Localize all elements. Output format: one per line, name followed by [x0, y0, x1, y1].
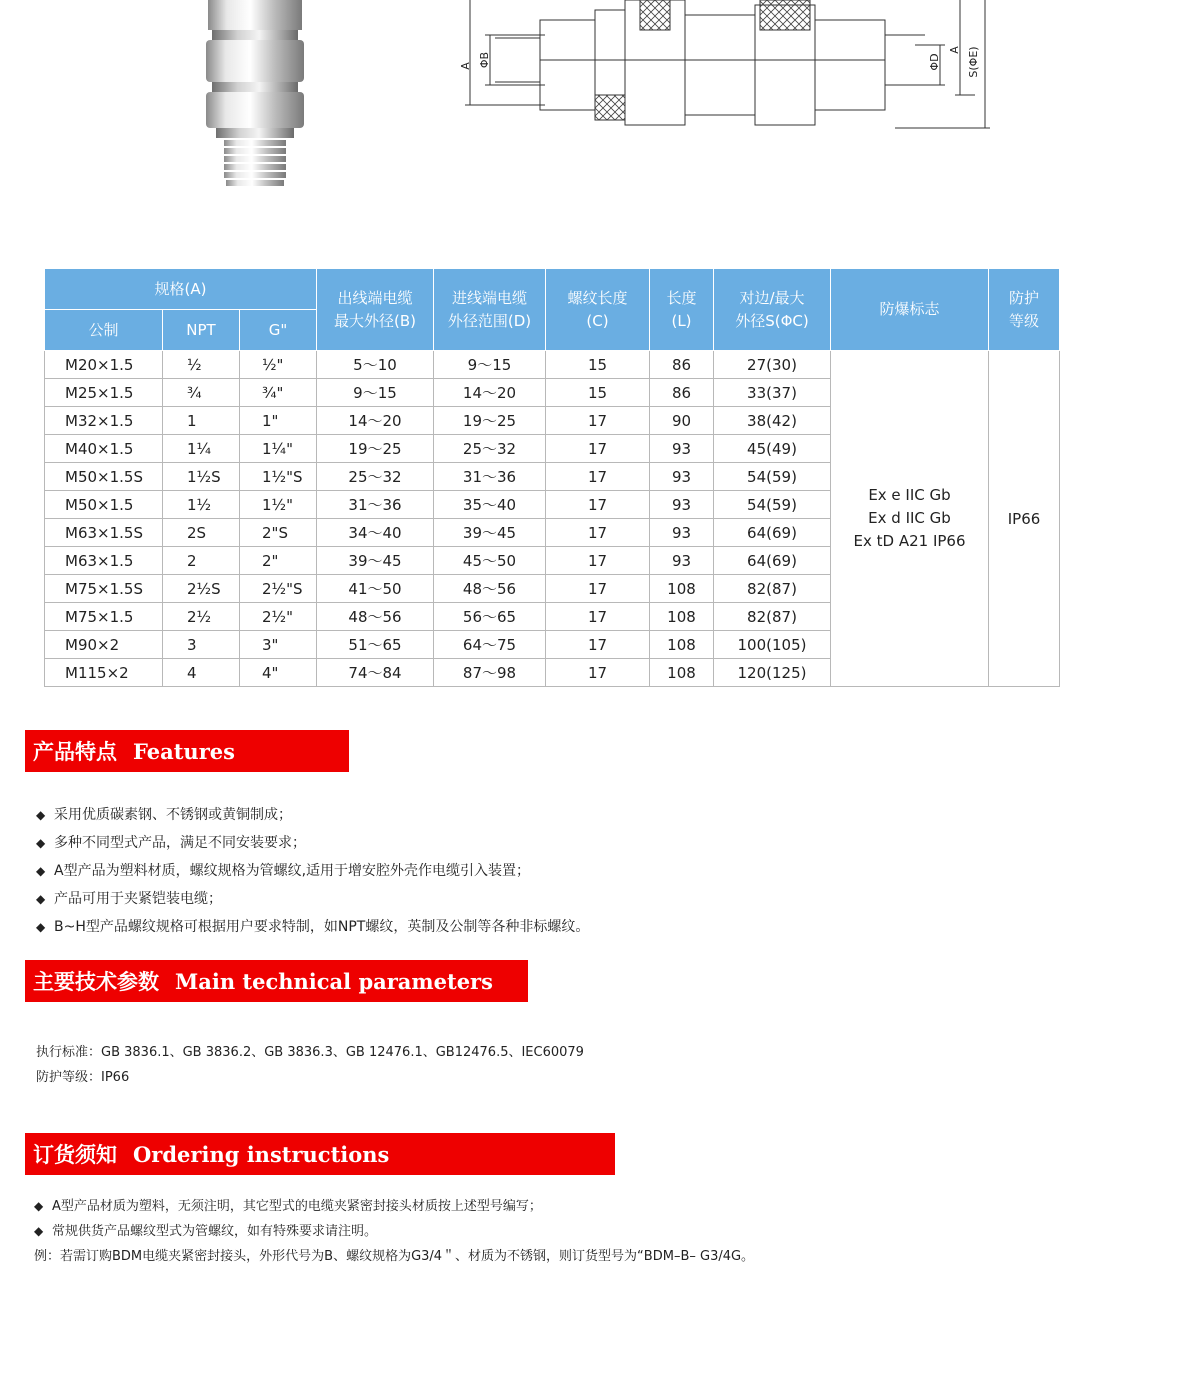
cell-npt: 1½ — [163, 491, 240, 519]
cell-length: 93 — [650, 491, 714, 519]
cell-inlet: 14～20 — [434, 379, 546, 407]
list-item: ◆ B~H型产品螺纹规格可根据用户要求特制，如NPT螺纹，英制及公制等各种非标螺纹。 — [36, 919, 590, 935]
cell-across: 38(42) — [714, 407, 831, 435]
header-outlet: 出线端电缆 最大外径(B) — [317, 269, 434, 351]
cell-g: 2½" — [240, 603, 317, 631]
list-item: ◆ A型产品为塑料材质，螺纹规格为管螺纹,适用于增安腔外壳作电缆引入装置； — [36, 863, 531, 879]
cell-inlet: 9～15 — [434, 351, 546, 379]
cell-inlet: 35～40 — [434, 491, 546, 519]
params-title-en: Main technical parameters — [175, 968, 493, 994]
cell-length: 90 — [650, 407, 714, 435]
cell-length: 93 — [650, 435, 714, 463]
cell-g: 1½"S — [240, 463, 317, 491]
cell-outlet: 9～15 — [317, 379, 434, 407]
cell-across: 45(49) — [714, 435, 831, 463]
cell-outlet: 19～25 — [317, 435, 434, 463]
cell-outlet: 25～32 — [317, 463, 434, 491]
cell-g: 2" — [240, 547, 317, 575]
header-across: 对边/最大 外径S(ΦC) — [714, 269, 831, 351]
cell-across: 82(87) — [714, 603, 831, 631]
cell-outlet: 39～45 — [317, 547, 434, 575]
cell-outlet: 34～40 — [317, 519, 434, 547]
cell-npt: 4 — [163, 659, 240, 687]
ex-mark-line: Ex tD A21 IP66 — [853, 532, 966, 550]
cell-thread: 17 — [546, 407, 650, 435]
cell-length: 108 — [650, 575, 714, 603]
cell-thread: 17 — [546, 659, 650, 687]
cell-across: 27(30) — [714, 351, 831, 379]
cell-inlet: 31～36 — [434, 463, 546, 491]
cell-metric: M115×2 — [45, 659, 163, 687]
header-inlet: 进线端电缆 外径范围(D) — [434, 269, 546, 351]
cell-across: 64(69) — [714, 547, 831, 575]
cell-metric: M50×1.5S — [45, 463, 163, 491]
cell-thread: 17 — [546, 435, 650, 463]
cell-thread: 17 — [546, 491, 650, 519]
cell-outlet: 74～84 — [317, 659, 434, 687]
cell-ip: IP66 — [989, 351, 1060, 687]
cell-across: 54(59) — [714, 491, 831, 519]
table-row — [45, 351, 1060, 379]
list-item: ◆ 常规供货产品螺纹型式为管螺纹，如有特殊要求请注明。 — [34, 1224, 378, 1239]
list-item: ◆ 多种不同型式产品，满足不同安装要求； — [36, 835, 306, 851]
cell-g: ¾" — [240, 379, 317, 407]
cell-length: 93 — [650, 463, 714, 491]
header-ex-mark: 防爆标志 — [831, 269, 989, 351]
cell-npt: 1¼ — [163, 435, 240, 463]
cell-across: 82(87) — [714, 575, 831, 603]
cell-across: 33(37) — [714, 379, 831, 407]
header-metric: 公制 — [45, 310, 163, 351]
cell-thread: 15 — [546, 351, 650, 379]
features-title-en: Features — [133, 738, 235, 764]
cell-inlet: 25～32 — [434, 435, 546, 463]
cell-g: 2½"S — [240, 575, 317, 603]
cell-metric: M40×1.5 — [45, 435, 163, 463]
cell-ex-mark — [831, 351, 989, 687]
header-length: 长度 (L) — [650, 269, 714, 351]
dim-label-a-left: A — [459, 62, 472, 70]
cell-metric: M63×1.5 — [45, 547, 163, 575]
cell-g: 4" — [240, 659, 317, 687]
cell-metric: M32×1.5 — [45, 407, 163, 435]
ordering-list — [34, 1194, 754, 1269]
cell-thread: 17 — [546, 575, 650, 603]
features-title-cn: 产品特点 — [33, 740, 117, 764]
cell-inlet: 39～45 — [434, 519, 546, 547]
cell-outlet: 48～56 — [317, 603, 434, 631]
params-list — [36, 1040, 584, 1090]
cell-metric: M75×1.5S — [45, 575, 163, 603]
cell-npt: 2½ — [163, 603, 240, 631]
cell-g: 1" — [240, 407, 317, 435]
params-title-cn: 主要技术参数 — [33, 970, 159, 994]
features-header — [25, 730, 349, 772]
cell-thread: 17 — [546, 519, 650, 547]
cell-length: 86 — [650, 379, 714, 407]
cell-metric: M63×1.5S — [45, 519, 163, 547]
technical-drawing — [455, 0, 1000, 135]
cell-metric: M25×1.5 — [45, 379, 163, 407]
cell-length: 93 — [650, 519, 714, 547]
cell-g: ½" — [240, 351, 317, 379]
cell-thread: 17 — [546, 631, 650, 659]
cell-npt: 1½S — [163, 463, 240, 491]
cell-inlet: 56～65 — [434, 603, 546, 631]
spec-table-body — [45, 351, 1060, 687]
cell-metric: M90×2 — [45, 631, 163, 659]
cell-g: 3" — [240, 631, 317, 659]
cell-across: 100(105) — [714, 631, 831, 659]
header-spec-group: 规格(A) — [45, 269, 317, 310]
cell-npt: 2 — [163, 547, 240, 575]
cell-metric: M20×1.5 — [45, 351, 163, 379]
list-item: ◆ A型产品材质为塑料，无须注明，其它型式的电缆夹紧密封接头材质按上述型号编写； — [34, 1199, 542, 1214]
cell-length: 108 — [650, 631, 714, 659]
cell-npt: 2S — [163, 519, 240, 547]
cell-metric: M50×1.5 — [45, 491, 163, 519]
cell-across: 64(69) — [714, 519, 831, 547]
spec-table — [44, 268, 1060, 687]
cell-npt: ¾ — [163, 379, 240, 407]
cell-outlet: 5～10 — [317, 351, 434, 379]
ordering-title-en: Ordering instructions — [133, 1141, 390, 1167]
features-list — [36, 801, 589, 941]
header-npt: NPT — [163, 310, 240, 351]
cell-outlet: 31～36 — [317, 491, 434, 519]
ordering-header — [25, 1133, 615, 1175]
cell-metric: M75×1.5 — [45, 603, 163, 631]
cell-thread: 17 — [546, 603, 650, 631]
cell-outlet: 14～20 — [317, 407, 434, 435]
cell-length: 108 — [650, 659, 714, 687]
dim-label-a-right: A — [948, 46, 961, 54]
cell-thread: 15 — [546, 379, 650, 407]
cell-outlet: 41～50 — [317, 575, 434, 603]
header-ip: 防护 等级 — [989, 269, 1060, 351]
cell-inlet: 87～98 — [434, 659, 546, 687]
ex-mark-line: Ex d IIC Gb — [868, 509, 951, 527]
cell-thread: 17 — [546, 463, 650, 491]
header-thread-length: 螺纹长度 (C) — [546, 269, 650, 351]
ex-mark-line: Ex e IIC Gb — [868, 486, 951, 504]
cell-inlet: 19～25 — [434, 407, 546, 435]
cell-length: 93 — [650, 547, 714, 575]
cell-g: 1¼" — [240, 435, 317, 463]
ordering-title-cn: 订货须知 — [33, 1143, 117, 1167]
params-header — [25, 960, 528, 1002]
header-g: G" — [240, 310, 317, 351]
dim-label-phi-b: ΦB — [478, 51, 491, 69]
param-line-standard: 执行标准：GB 3836.1、GB 3836.2、GB 3836.3、GB 12476.1、GB12476.5、IEC60079 — [36, 1045, 584, 1060]
cell-npt: 2½S — [163, 575, 240, 603]
dim-label-phi-d: ΦD — [928, 53, 941, 71]
cell-length: 86 — [650, 351, 714, 379]
product-photo — [190, 0, 320, 190]
dim-label-s-phi-e: S(ΦE) — [967, 46, 980, 78]
cell-inlet: 64～75 — [434, 631, 546, 659]
cell-across: 54(59) — [714, 463, 831, 491]
cell-g: 1½" — [240, 491, 317, 519]
cell-g: 2"S — [240, 519, 317, 547]
param-line-ip: 防护等级：IP66 — [36, 1070, 130, 1085]
cell-inlet: 48～56 — [434, 575, 546, 603]
cell-npt: ½ — [163, 351, 240, 379]
cell-npt: 3 — [163, 631, 240, 659]
cell-across: 120(125) — [714, 659, 831, 687]
ordering-example: 例：若需订购BDM电缆夹紧密封接头，外形代号为B、螺纹规格为G3/4＂、材质为不锈钢，则订货型号为“BDM–B– G3/4G。 — [34, 1249, 755, 1264]
cell-inlet: 45～50 — [434, 547, 546, 575]
cell-outlet: 51～65 — [317, 631, 434, 659]
cell-npt: 1 — [163, 407, 240, 435]
list-item: ◆ 产品可用于夹紧铠装电缆； — [36, 891, 222, 907]
cell-thread: 17 — [546, 547, 650, 575]
cell-length: 108 — [650, 603, 714, 631]
list-item: ◆ 采用优质碳素钢、不锈钢或黄铜制成； — [36, 807, 292, 823]
